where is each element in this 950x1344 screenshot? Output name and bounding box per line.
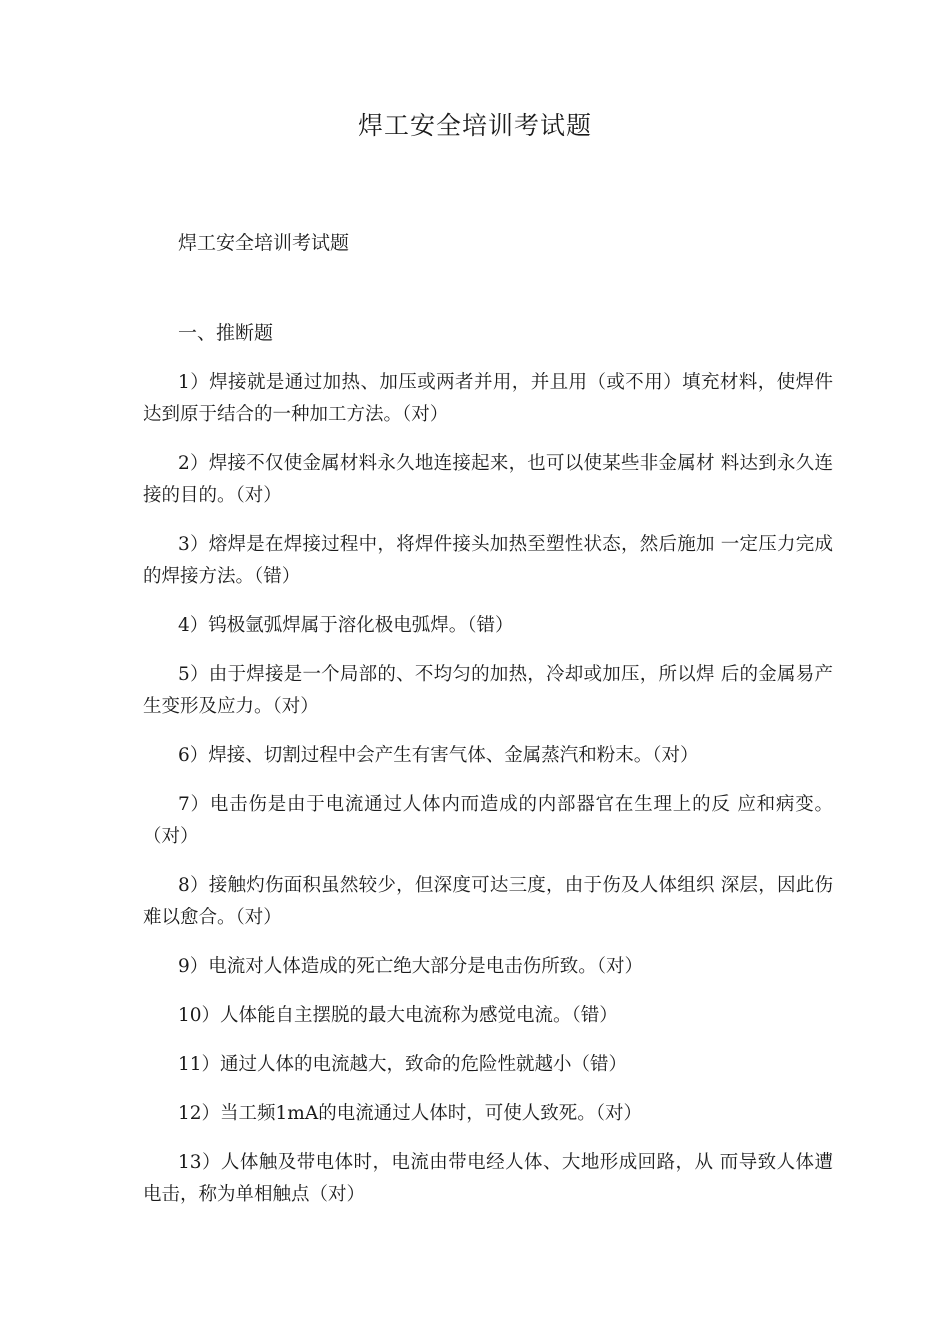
question-item: 12）当工频1mA的电流通过人体时，可使人致死。（对） [178,1103,642,1124]
question-item: 8）接触灼伤面积虽然较少，但深度可达三度，由于伤及人体组织 深层，因此伤难以愈合。（对） [143,875,833,928]
document-subtitle: 焊工安全培训考试题 [178,232,350,254]
page-title: 焊工安全培训考试题 [357,111,592,140]
question-item: 13）人体触及带电体时，电流由带电经人体、大地形成回路，从 而导致人体遭电击，称为单相触点（对） [143,1152,833,1205]
question-item: 1）焊接就是通过加热、加压或两者并用，并且用（或不用）填充材料，使焊件达到原于结合的一种加工方法。（对） [143,372,833,425]
question-item: 11）通过人体的电流越大，致命的危险性就越小（错） [178,1054,628,1075]
question-item: 6）焊接、切割过程中会产生有害气体、金属蒸汽和粉末。（对） [178,745,699,766]
question-item: 5）由于焊接是一个局部的、不均匀的加热，冷却或加压，所以焊 后的金属易产生变形及应力。（对） [143,664,833,717]
question-item: 10）人体能自主摆脱的最大电流称为感觉电流。（错） [178,1005,618,1026]
question-item: 7）电击伤是由于电流通过人体内而造成的内部器官在生理上的反 应和病变。（对） [143,794,833,847]
section-heading: 一、推断题 [178,322,274,344]
question-list [143,367,833,1228]
question-item: 9）电流对人体造成的死亡绝大部分是电击伤所致。（对） [178,956,644,977]
question-item: 4）钨极氩弧焊属于溶化极电弧焊。（错） [178,615,514,636]
question-item: 3）熔焊是在焊接过程中，将焊件接头加热至塑性状态，然后施加 一定压力完成的焊接方法。（错） [143,534,833,587]
question-item: 2）焊接不仅使金属材料永久地连接起来，也可以使某些非金属材 料达到永久连接的目的。（对） [143,453,833,506]
